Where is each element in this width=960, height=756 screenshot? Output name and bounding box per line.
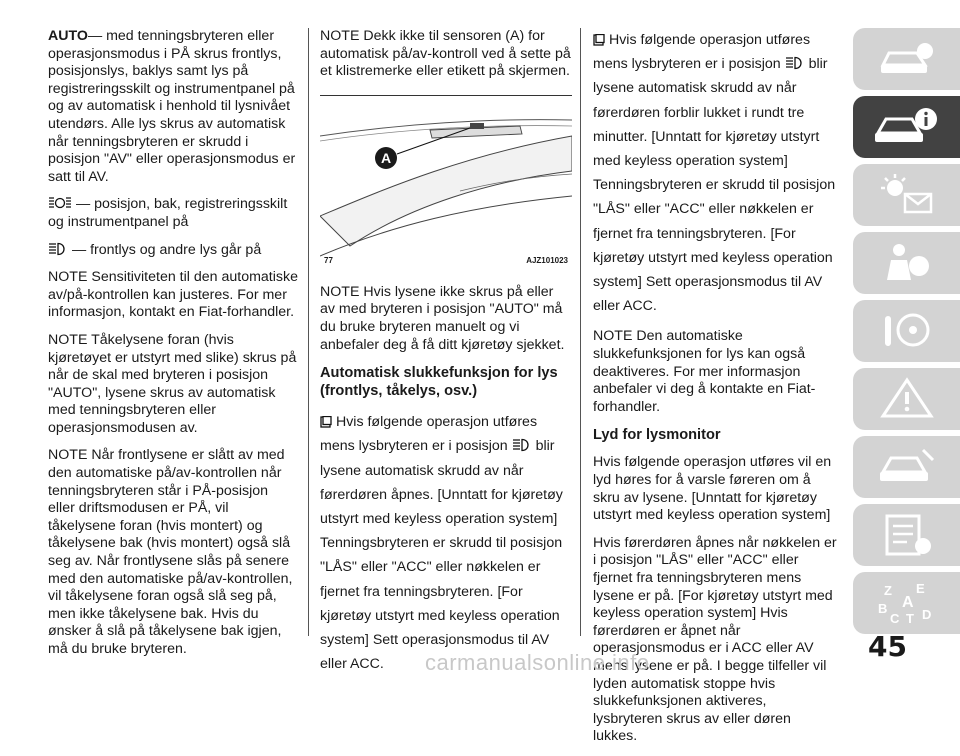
column-3 <box>593 28 837 756</box>
index-letter: D <box>921 607 931 622</box>
column-2 <box>320 28 572 686</box>
auto-paragraph <box>48 28 298 186</box>
tab-technical-data[interactable] <box>853 504 960 566</box>
note-deactivate: NOTE Den automatiske slukkefunksjonen for lys kan også deaktiveres. For mer informasjon anbefaler vi deg å kontakte en Fiat-forhandler. <box>593 328 816 415</box>
callout-letter: A <box>380 149 392 166</box>
three-minute-text-a: Hvis følgende operasjon utføres mens lysbryteren er i posisjon <box>593 32 811 73</box>
bullet-icon <box>593 34 605 46</box>
chapter-tabs <box>853 28 960 640</box>
position-lights-text: — posisjon, bak, registreringsskilt og instrumentpanel på <box>48 196 288 230</box>
car-tools-icon <box>877 444 937 490</box>
headlight-icon <box>512 438 532 452</box>
auto-off-text-b: blir lysene automatisk skrudd av når førerdøren åpnes. [Unntatt for kjøretøy utstyrt med keyless operation system] Tenningsbryteren er skrudd til posisjon "LÅS" eller "ACC" eller nøkkelen er fjernet fra tenningsbryteren. [For kjøretøy utstyrt med keyless operation system] Sett operasjonsmodus til AV eller ACC. <box>320 438 563 673</box>
headlight-icon <box>785 56 805 70</box>
heading-auto-off: Automatisk slukkefunksjon for lys (frontlys, tåkelys, osv.) <box>320 365 558 400</box>
index-letter: C <box>889 611 899 626</box>
position-lights-paragraph <box>48 196 298 231</box>
tab-car-info[interactable] <box>853 96 960 158</box>
index-letter: A <box>901 594 914 611</box>
column-divider-2 <box>580 28 581 636</box>
figure-number: 77 <box>324 256 333 266</box>
car-info-icon <box>872 105 942 149</box>
headlights-text: — frontlys og andre lys går på <box>71 241 262 258</box>
page-number: 45 <box>868 630 907 663</box>
index-letter: E <box>915 581 925 596</box>
bullet-icon <box>320 416 332 428</box>
tab-lights-messages[interactable] <box>853 164 960 226</box>
tab-emergency[interactable] <box>853 368 960 430</box>
airbag-person-icon <box>877 240 937 286</box>
note-sensitivity: NOTE Sensitiviteten til den automatiske av/på-kontrollen kan justeres. For mer informasjon, kontakt en Fiat-forhandler. <box>48 269 298 321</box>
three-minute-text-b: blir lysene automatisk skrudd av når førerdøren forblir lukket i rundt tre minutter. [Unntatt for kjøretøy utstyrt med keyless operation system] Tenningsbryteren er skrudd til posisjon "LÅS" eller "ACC" eller nøkkelen er fjernet fra tenningsbryteren. [For kjøretøy utstyrt med keyless operation system] Sett operasjonsmodus til AV eller ACC. <box>593 56 836 315</box>
note-manual: NOTE Hvis lysene ikke skrus på eller av med bryteren i posisjon "AUTO" må du bruke bryteren manuelt og vi anbefaler deg å få ditt kjøretøy sjekket. <box>320 283 565 353</box>
note-fog-front: NOTE Tåkelysene foran (hvis kjøretøyet er utstyrt med slike) skrus på når de skal med bryteren i posisjon "AUTO", lysene skrus av automatisk med tenningsbryteren eller operasjonsmodusen av. <box>48 331 297 436</box>
heading-light-monitor: Lyd for lysmonitor <box>593 427 721 444</box>
auto-off-text-a: Hvis følgende operasjon utføres mens lysbryteren er i posisjon <box>320 414 538 455</box>
windshield-illustration <box>320 96 572 272</box>
tab-index[interactable] <box>853 572 960 634</box>
tab-maintenance[interactable] <box>853 436 960 498</box>
tab-dashboard[interactable] <box>853 28 960 90</box>
lights-mail-icon <box>877 172 937 218</box>
windshield-sensor-figure <box>320 95 572 272</box>
index-letter: T <box>905 611 914 626</box>
tab-starting-driving[interactable] <box>853 300 960 362</box>
column-divider-1 <box>308 28 309 636</box>
steering-key-icon <box>877 308 937 354</box>
watermark: carmanualsonline.info <box>425 650 650 675</box>
position-lights-icon <box>48 196 72 210</box>
auto-term: AUTO <box>48 28 88 44</box>
auto-description: — med tenningsbryteren eller operasjonsmodus i PÅ skrus frontlys, posisjonslys, baklys samt lys på registreringsskilt og instrumentpanel på og av automatisk i henhold til lysnivået utendørs. Alle lys skrus av automatisk når tenningsbryteren er skrudd i posisjon "AV" eller operasjonsmodus er satt til AV. <box>48 28 296 185</box>
tab-safety[interactable] <box>853 232 960 294</box>
note-sensor: NOTE Dekk ikke til sensoren (A) for automatisk på/av-kontroll ved å sette på et klistremerke eller etikett på skjermen. <box>320 28 571 80</box>
headlights-paragraph <box>48 242 298 260</box>
monitor-paragraph-2: Hvis førerdøren åpnes når nøkkelen er i posisjon "LÅS" eller "ACC" eller fjernet fra tenningsbryteren mens lysene er på. [For kjøretøy utstyrt med keyless operation system] Hvis førerdøren er åpnet når operasjonsmodus er i ACC eller AV mens lysene er på. I begge tilfeller vil lyden automatisk stoppe hvis slukkefunksjonen aktiveres, lysbryteren skrus av eller døren lukkes. <box>593 534 837 745</box>
headlight-icon <box>48 242 68 256</box>
index-letter: Z <box>883 583 892 598</box>
car-dashboard-icon <box>877 39 937 79</box>
alphabet-index-icon <box>872 579 942 627</box>
figure-code: AJZ101023 <box>526 256 568 266</box>
warning-triangle-icon <box>877 376 937 422</box>
monitor-paragraph-1: Hvis følgende operasjon utføres vil en lyd høres for å varsle føreren om å skru av lysene. [Unntatt for kjøretøy utstyrt med keyless operation system] <box>593 454 832 524</box>
specifications-icon <box>877 512 937 558</box>
auto-off-paragraph <box>320 410 572 676</box>
three-minute-paragraph <box>593 28 837 318</box>
note-fog-auto: NOTE Når frontlysene er slått av med den automatiske på/av-kontrollen når tenningsbryteren står i PÅ-posisjon eller driftsmodusen er PÅ, vil tåkelysene foran (hvis montert) og tåkelysene bak (hvis montert) også slå seg av. Når frontlysene slås på senere med den automatiske på/av-kontrollen, vil tåkelysene foran også slå seg på, men ikke tåkelysene bak. Hvis du ønsker å slå på tåkelysene bak igjen, må du bruke bryteren. <box>48 447 293 657</box>
column-1 <box>48 28 298 669</box>
index-letter: B <box>877 601 887 616</box>
